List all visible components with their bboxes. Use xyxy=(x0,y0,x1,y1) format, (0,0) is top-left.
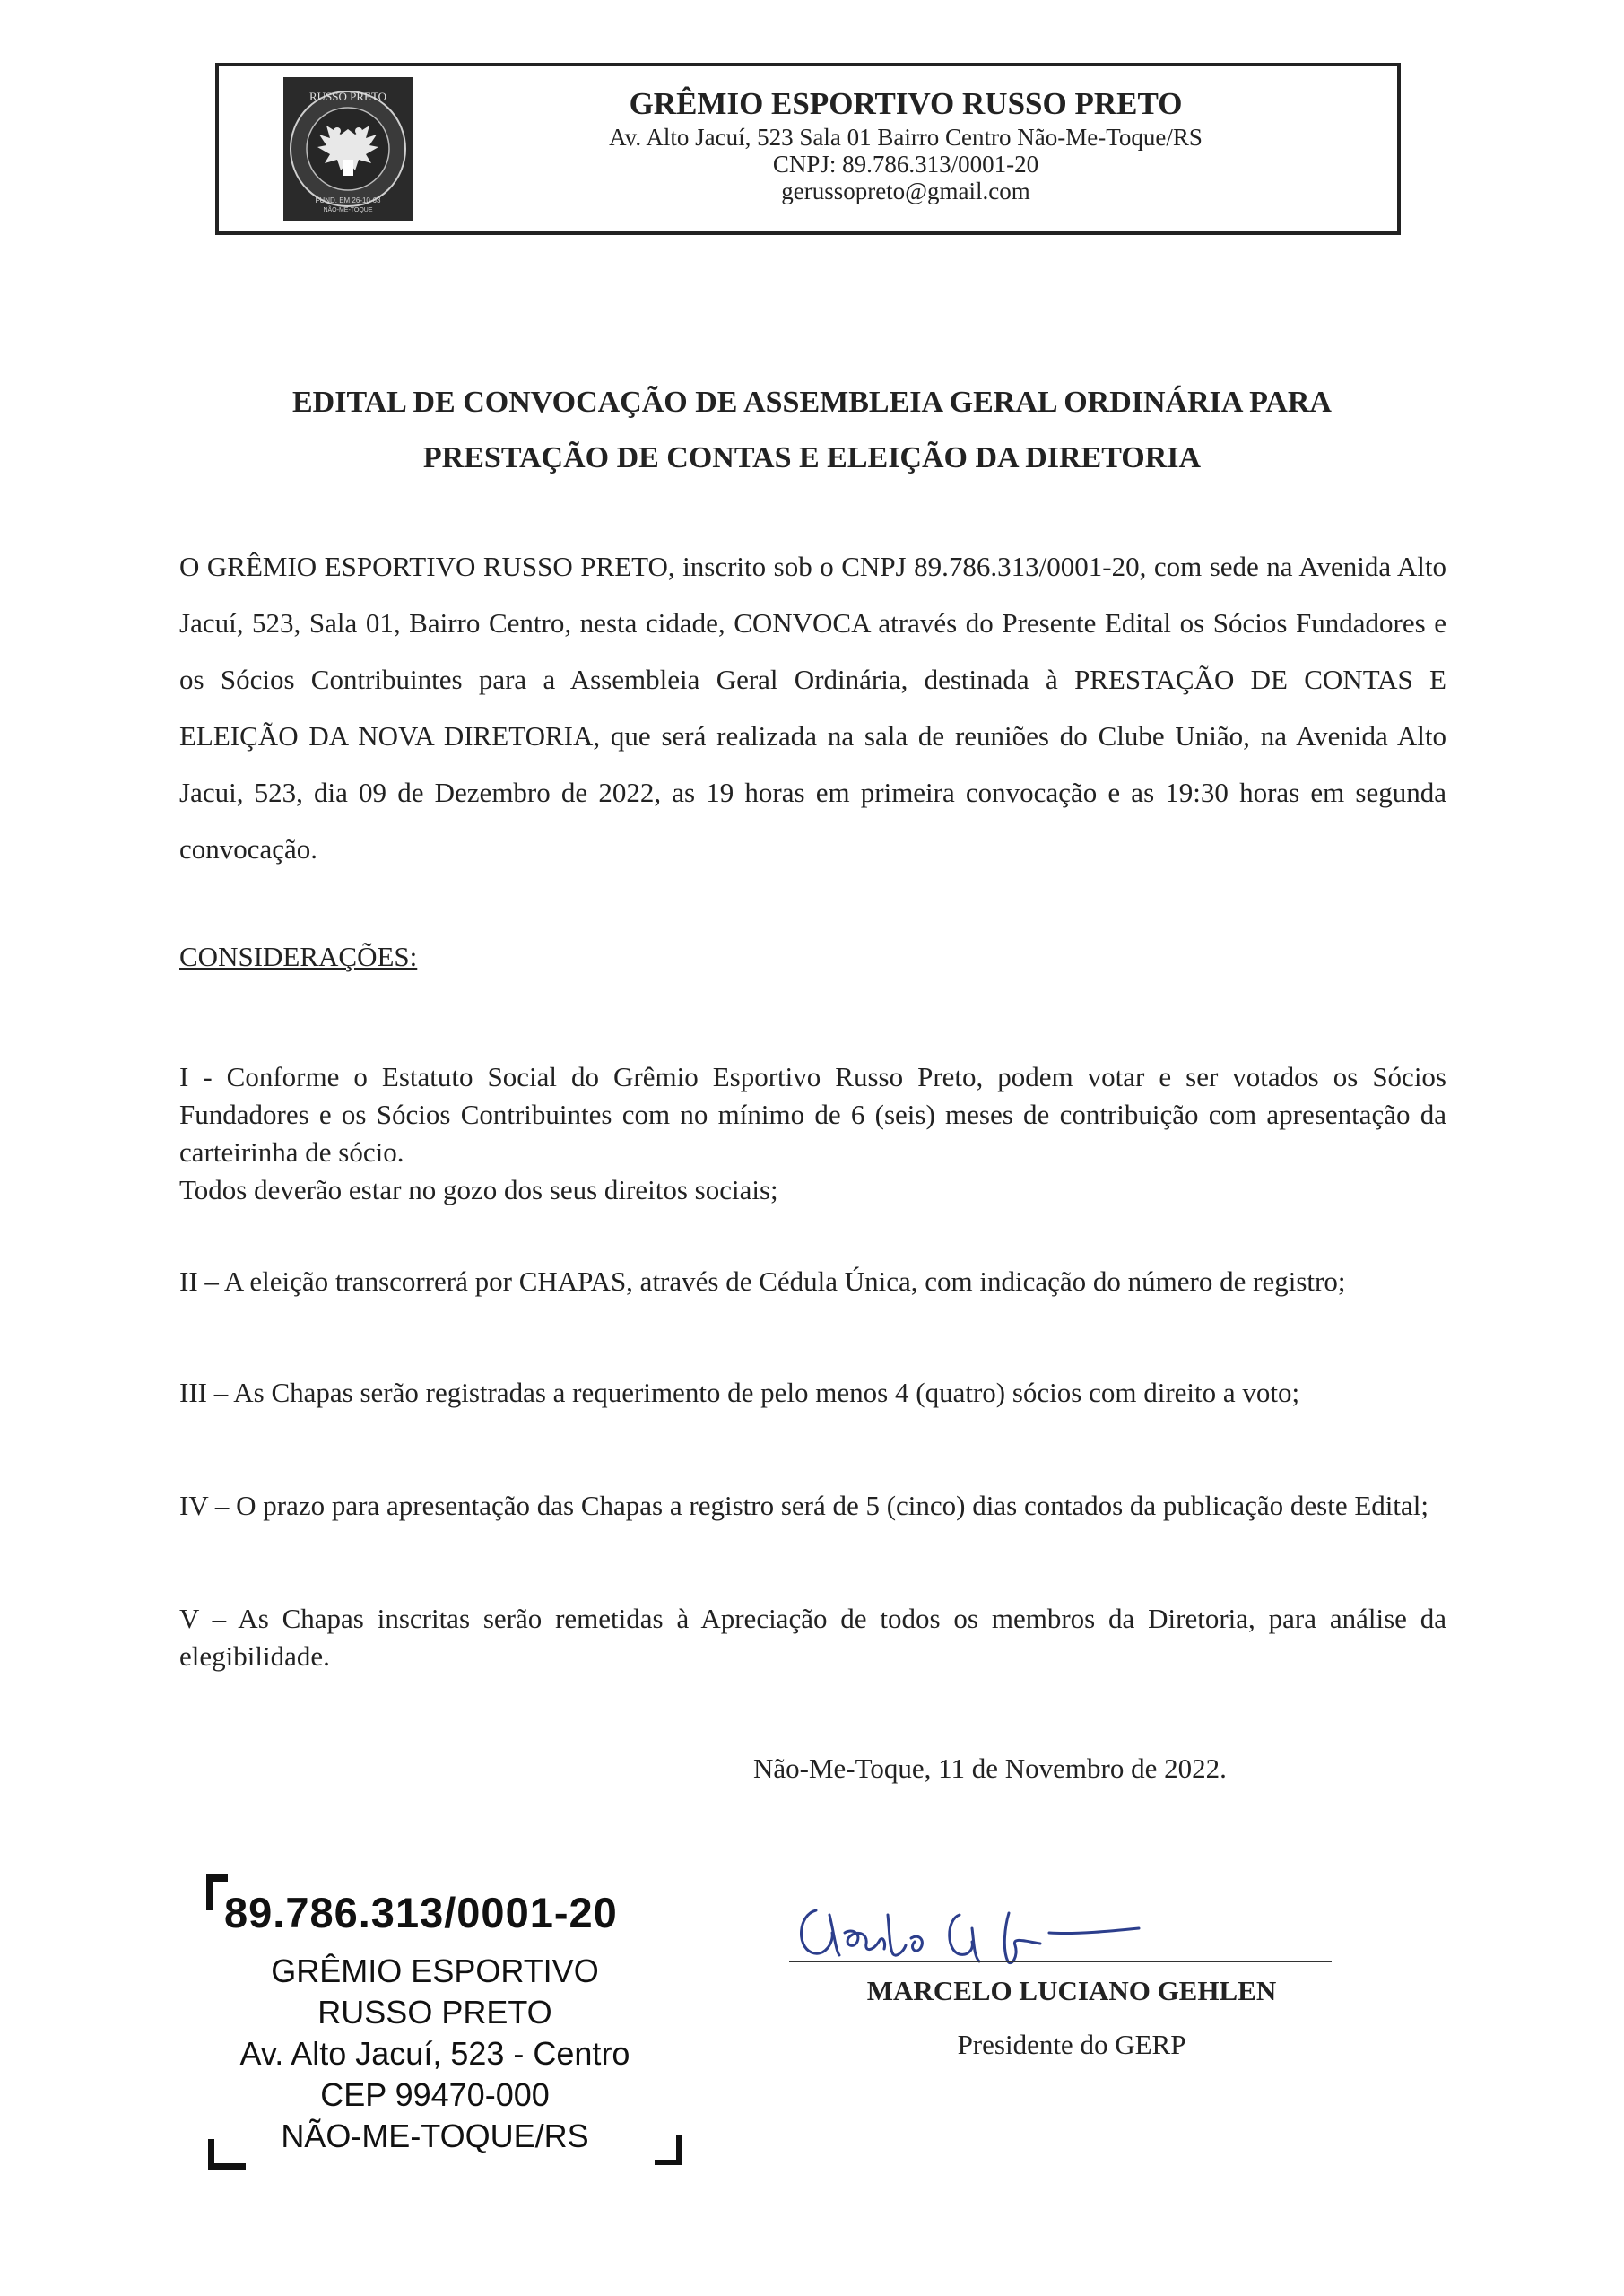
intro-paragraph: O GRÊMIO ESPORTIVO RUSSO PRETO, inscrito sob o CNPJ 89.786.313/0001-20, com sede na Avenida Alto Jacuí, 523, Sala 01, Bairro Centro, nesta cidade, CONVOCA através do Presente Edital os Sócios Fundadores e os Sócios Contribuintes para a Assembleia Geral Ordinária, destinada à PRESTAÇÃO DE CONTAS E ELEIÇÃO DA NOVA DIRETORIA, que será realizada na sala de reuniões do Clube União, na Avenida Alto Jacui, 523, dia 09 de Dezembro de 2022, as 19 horas em primeira convocação e as 19:30 horas em segunda convocação. xyxy=(179,551,1446,865)
consideration-item-3: III – As Chapas serão registradas a requerimento de pelo menos 4 (quatro) sócios com direito a voto; xyxy=(179,1377,1300,1408)
letterhead-text xyxy=(466,86,1345,204)
org-address: Av. Alto Jacuí, 523 Sala 01 Bairro Centro Não-Me-Toque/RS xyxy=(609,124,1203,151)
stamp-cnpj: 89.786.313/0001-20 xyxy=(224,1889,618,1936)
org-name: GRÊMIO ESPORTIVO RUSSO PRETO xyxy=(629,86,1183,121)
stamp-line-4: CEP 99470-000 xyxy=(320,2076,550,2113)
club-logo xyxy=(283,77,413,221)
document-title xyxy=(179,375,1445,486)
consideration-item-1-text: I - Conforme o Estatuto Social do Grêmio Esportivo Russo Preto, podem votar e ser votados os Sócios Fundadores e os Sócios Contribuintes com no mínimo de 6 (seis) meses de contribuição com apresentação da carteirinha de sócio. xyxy=(179,1061,1446,1168)
svg-text:RUSSO PRETO: RUSSO PRETO xyxy=(308,90,387,103)
stamp-text xyxy=(206,1951,664,2157)
svg-text:NÃO-ME-TOQUE: NÃO-ME-TOQUE xyxy=(323,207,373,213)
stamp-line-2: RUSSO PRETO xyxy=(317,1994,552,2031)
title-line-1: EDITAL DE CONVOCAÇÃO DE ASSEMBLEIA GERAL ORDINÁRIA PARA xyxy=(292,386,1332,419)
svg-text:FUND. EM 26-10-63: FUND. EM 26-10-63 xyxy=(315,196,381,204)
handwritten-signature xyxy=(780,1879,1363,1978)
place-and-date: Não-Me-Toque, 11 de Novembro de 2022. xyxy=(753,1752,1227,1784)
stamp-line-3: Av. Alto Jacuí, 523 - Centro xyxy=(239,2035,630,2072)
signatory-name: MARCELO LUCIANO GEHLEN xyxy=(866,1975,1277,2006)
signature-line xyxy=(789,1961,1332,1962)
consideration-item-1-extra: Todos deverão estar no gozo dos seus direitos sociais; xyxy=(179,1174,778,1205)
stamp-line-1: GRÊMIO ESPORTIVO xyxy=(271,1952,599,1989)
signatory-role: Presidente do GERP xyxy=(957,2029,1186,2060)
org-email: gerussopreto@gmail.com xyxy=(781,178,1030,204)
consideration-item-4: IV – O prazo para apresentação das Chapas a registro será de 5 (cinco) dias contados da publicação deste Edital; xyxy=(179,1490,1429,1521)
org-cnpj: CNPJ: 89.786.313/0001-20 xyxy=(772,151,1039,178)
title-line-2: PRESTAÇÃO DE CONTAS E ELEIÇÃO DA DIRETORIA xyxy=(422,441,1202,474)
consideration-item-2: II – A eleição transcorrerá por CHAPAS, através de Cédula Única, com indicação do número de registro; xyxy=(179,1265,1346,1297)
considerations-heading: CONSIDERAÇÕES: xyxy=(179,941,418,972)
consideration-item-1 xyxy=(179,1058,1446,1209)
consideration-item-5: V – As Chapas inscritas serão remetidas à Apreciação de todos os membros da Diretoria, para análise da elegibilidade. xyxy=(179,1603,1446,1672)
stamp-line-5: NÃO-ME-TOQUE/RS xyxy=(281,2118,589,2154)
